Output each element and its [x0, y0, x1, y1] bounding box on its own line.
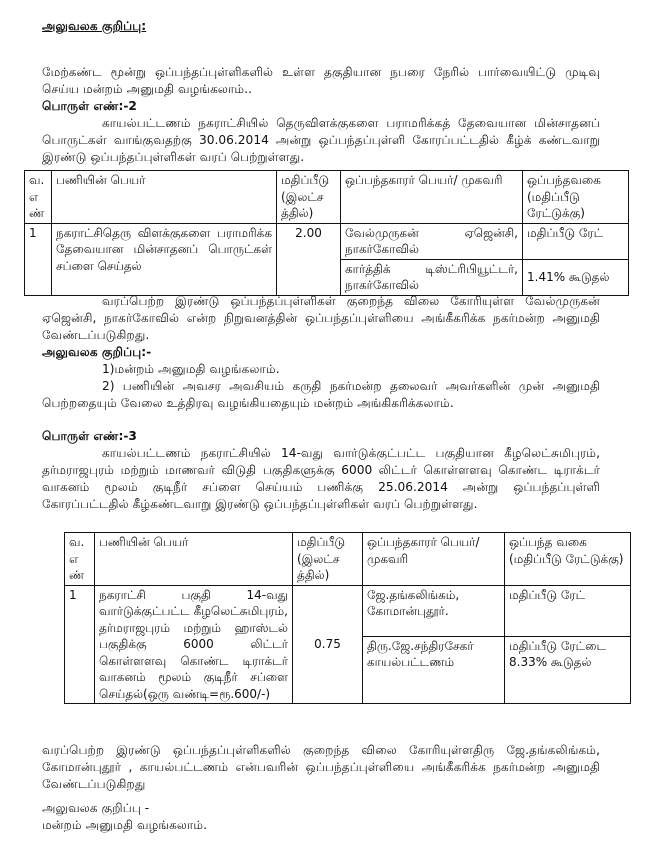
item2-table [24, 170, 629, 296]
header-contractor: ஒப்பந்தகாரர் பெயர்/ முகவரி [341, 171, 523, 224]
item3-after: வரப்பெற்ற இரண்டு ஒப்பந்தப்புள்ளிகளில் குறைந்த விலை கோரியுள்ளதிரு ஜே.தங்கலிங்கம், கோமான்புதூர் , காயல்பட்டணம் என்பவரின் ஒப்பந்தப்புள்ளியை அங்கீகரிக்க நகர்மன்ற அனுமதி வேண்டப்படுகிறது [42, 743, 600, 791]
item3-note: மன்றம் அனுமதி வழங்கலாம். [42, 818, 208, 832]
header-estimate: மதிப்பீடு (இலட்ச த்தில்) [277, 171, 341, 224]
item2-after: வரப்பெற்ற இரண்டு ஒப்பந்தப்புள்ளிகள் குறைந்த விலை கோரியுள்ள வேல்முருகன் ஏஜென்சி, நாகர்கோவில் என்ற நிறுவனத்தின் ஒப்பந்தப்புள்ளியை அங்கீகரிக்க நகர்மன்ற அனுமதி வேண்டப்படுகிறது. [42, 294, 600, 342]
header-sno: வ. எ ண் [25, 171, 52, 224]
cell-contractor: வேல்முருகன் ஏஜென்சி, நாகர்கோவில் [341, 223, 523, 259]
header-work: பணியின் பெயர் [52, 171, 277, 224]
item3-heading: பொருள் எண்:-3 [42, 429, 137, 443]
item3-intro: காயல்பட்டணம் நகராட்சியில் 14-வது வார்டுக்குட்பட்ட பகுதியான கீழலெட்சுமிபுரம், தர்மராஜபுரம் மற்றும் மாணவர் விடுதி பகுதிகளுக்கு 6000 லிட்டர் கொள்ளளவு கொண்ட டிராக்டர் வாகனம் மூலம் குடிநீர் சப்ளை செய்யம் பணிக்கு 25.06.2014 அன்று ஒப்பந்தப்புள்ளி கோரப்பட்டதில் கீழ்கண்டவாறு இரண்டு ஒப்பந்தப்புள்ளிகள் வரப் பெற்றுள்ளது. [42, 446, 600, 511]
cell-type: மதிப்பீடு ரேட்டை 8.33% கூடுதல் [505, 636, 631, 704]
header-contractor: ஒப்பந்தகாரர் பெயர்/முகவரி [363, 533, 505, 586]
cell-contractor: கார்த்திக் டிஸ்ட்ரிபியூட்டர், நாகர்கோவில் [341, 259, 523, 295]
item2-note-heading: அலுவலக குறிப்பு:- [42, 345, 152, 359]
cell-contractor: ஜே.தங்கலிங்கம், கோமான்புதூர். [363, 585, 505, 636]
item2-note1: 1)மன்றம் அனுமதி வழங்கலாம். [102, 362, 280, 376]
cell-work: நகராட்சிதெரு விளக்குகளை பராமரிக்க தேவையான மின்சாதனப் பொருட்கள் சப்ளை செய்தல் [52, 223, 277, 295]
office-note-text: மேற்கண்ட மூன்று ஒப்பந்தப்புள்ளிகளில் உள்ள தகுதியான நபரை நேரில் பார்வையிட்டு முடிவு செய்ய மன்றம் அனுமதி வழங்கலாம்.. [42, 65, 600, 96]
header-estimate: மதிப்பீடு (இலட்ச த்தில்) [293, 533, 363, 586]
cell-sno: 1 [65, 585, 95, 704]
item3-table [64, 532, 631, 704]
item2-heading: பொருள் எண்:-2 [42, 99, 137, 113]
table-header-row [65, 533, 631, 586]
header-type: ஒப்பந்தவகை (மதிப்பீடு ரேட்டுக்கு) [523, 171, 629, 224]
office-note-heading: அலுவலக குறிப்பு: [42, 19, 147, 33]
table-header-row [25, 171, 629, 224]
cell-work: நகராட்சி பகுதி 14-வது வார்டுக்குட்பட்ட கீழலெட்சுமிபுரம், தர்மராஜபுரம் மற்றும் ஹாஸ்டல் பகுதிக்கு 6000 லிட்டர் கொள்ளளவு கொண்ட டிராக்டர் வாகனம் மூலம் குடிநீர் சப்ளை செய்தல்(ஒரு வண்டி=ரூ.600/-) [95, 585, 293, 704]
table-row [65, 585, 631, 636]
cell-estimate: 0.75 [293, 585, 363, 704]
cell-type: 1.41% கூடுதல் [523, 259, 629, 295]
cell-estimate: 2.00 [277, 223, 341, 295]
cell-sno: 1 [25, 223, 52, 295]
cell-contractor: திரு.ஜே.சந்திரசேகர் காயல்பட்டணம் [363, 636, 505, 704]
header-type: ஒப்பந்த வகை (மதிப்பீடு ரேட்டுக்கு) [505, 533, 631, 586]
item2-note2: 2) பணியின் அவசர அவசியம் கருதி நகர்மன்ற தலைவர் அவர்களின் முன் அனுமதி பெற்றதையும் வேலை உத்திரவு வழங்கியதையும் மன்றம் அங்கிகரிக்கலாம். [42, 379, 600, 410]
item2-intro: காயல்பட்டணம் நகராட்சியில் தெருவிளக்குகளை பராமரிக்கத் தேவையான மின்சாதனப் பொருட்கள் வாங்குவதற்கு 30.06.2014 அன்று ஒப்பந்தப்புள்ளி கோரப்பட்டதில் கீழ்க் கண்டவாறு இரண்டு ஒப்பந்தப்புள்ளிகள் வரப் பெற்றுள்ளது. [42, 116, 600, 164]
cell-type: மதிப்பீடு ரேட் [505, 585, 631, 636]
table-row [25, 223, 629, 259]
header-work: பணியின் பெயர் [95, 533, 293, 586]
cell-type: மதிப்பீடு ரேட் [523, 223, 629, 259]
item3-note-heading: அலுவலக குறிப்பு - [42, 801, 150, 815]
header-sno: வ. எ ண் [65, 533, 95, 586]
